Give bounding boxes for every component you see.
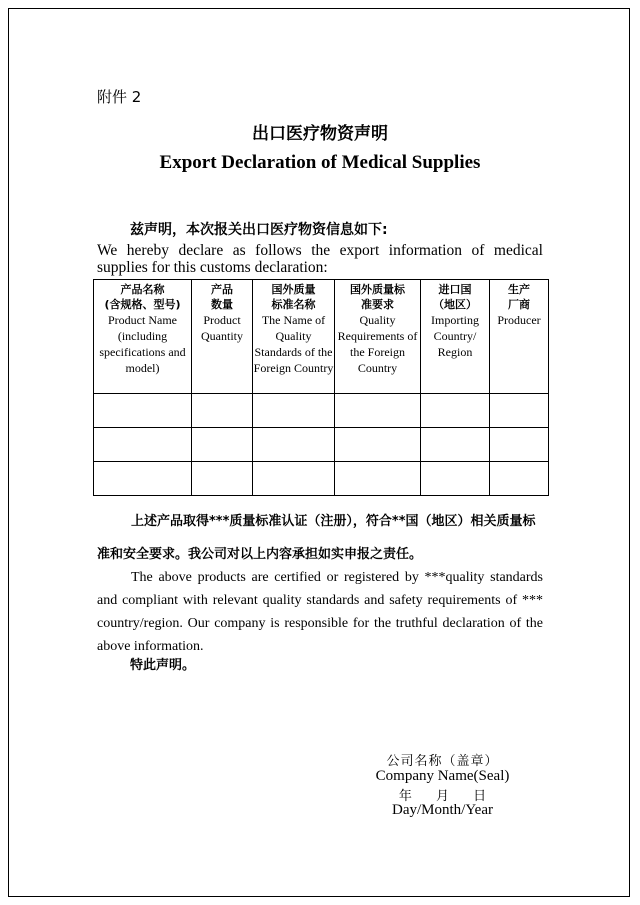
table-cell[interactable] bbox=[421, 462, 490, 496]
header-cn: 国外质量 标准名称 bbox=[271, 283, 316, 311]
title-english: Export Declaration of Medical Supplies bbox=[159, 152, 481, 173]
table-cell[interactable] bbox=[192, 428, 253, 462]
table-cell[interactable] bbox=[253, 428, 335, 462]
table-cell[interactable] bbox=[421, 428, 490, 462]
declaration-chinese: 兹声明，本次报关出口医疗物资信息如下: bbox=[130, 222, 388, 238]
attachment-label: 附件 2 bbox=[97, 88, 142, 106]
table-cell[interactable] bbox=[94, 428, 192, 462]
table-cell[interactable] bbox=[94, 462, 192, 496]
table-cell[interactable] bbox=[490, 394, 549, 428]
declaration-english: We hereby declare as follows the export information of medical supplies for this customs declaration: bbox=[97, 242, 543, 276]
header-foreign-standard-name bbox=[253, 280, 335, 394]
company-seal-label-cn: 公司名称（盖章） bbox=[386, 754, 499, 769]
header-en: Product Name (including specifications and model) bbox=[99, 313, 186, 375]
header-en: Product Quantity bbox=[201, 313, 243, 343]
table-cell[interactable] bbox=[335, 394, 421, 428]
table-cell[interactable] bbox=[253, 394, 335, 428]
table-cell[interactable] bbox=[192, 462, 253, 496]
header-cn: 进口国 （地区） bbox=[433, 283, 477, 311]
header-foreign-quality-requirements bbox=[335, 280, 421, 394]
company-seal-label-en: Company Name(Seal) bbox=[375, 768, 510, 784]
header-en: Quality Requirements of the Foreign Country bbox=[337, 313, 418, 375]
statement-chinese: 上述产品取得***质量标准认证（注册），符合**国（地区）相关质量标准和安全要求。我公司对以上内容承担如实申报之责任。 bbox=[97, 514, 536, 562]
medical-supplies-table bbox=[93, 279, 549, 496]
table-cell[interactable] bbox=[253, 462, 335, 496]
header-importing-country bbox=[421, 280, 490, 394]
table-cell[interactable] bbox=[192, 394, 253, 428]
closing-chinese: 特此声明。 bbox=[130, 658, 196, 673]
date-label-cn: 年 月 日 bbox=[398, 789, 487, 804]
header-cn: 生产 厂商 bbox=[508, 283, 530, 311]
header-producer bbox=[490, 280, 549, 394]
statement-english: The above products are certified or registered by ***quality standards and compliant with relevant quality standards and safety requirements of *** country/region. Our company is responsible for the truthful declaration of the above information. bbox=[97, 570, 543, 654]
table-cell[interactable] bbox=[94, 394, 192, 428]
table-row bbox=[94, 428, 549, 462]
title-chinese: 出口医疗物资声明 bbox=[252, 124, 388, 144]
table-row bbox=[94, 394, 549, 428]
header-cn: 产品名称 (含规格、型号) bbox=[104, 283, 181, 311]
table-row bbox=[94, 462, 549, 496]
table-cell[interactable] bbox=[335, 462, 421, 496]
table-header-row bbox=[94, 280, 549, 394]
header-en: Producer bbox=[497, 313, 541, 327]
table-cell[interactable] bbox=[335, 428, 421, 462]
header-product-quantity bbox=[192, 280, 253, 394]
header-cn: 国外质量标 准要求 bbox=[350, 283, 405, 311]
table-cell[interactable] bbox=[421, 394, 490, 428]
header-en: Importing Country/ Region bbox=[431, 313, 479, 359]
header-en: The Name of Quality Standards of the Foreign Country bbox=[253, 313, 334, 375]
table-cell[interactable] bbox=[490, 462, 549, 496]
table-cell[interactable] bbox=[490, 428, 549, 462]
header-product-name bbox=[94, 280, 192, 394]
date-label-en: Day/Month/Year bbox=[392, 802, 493, 818]
header-cn: 产品 数量 bbox=[211, 283, 233, 311]
